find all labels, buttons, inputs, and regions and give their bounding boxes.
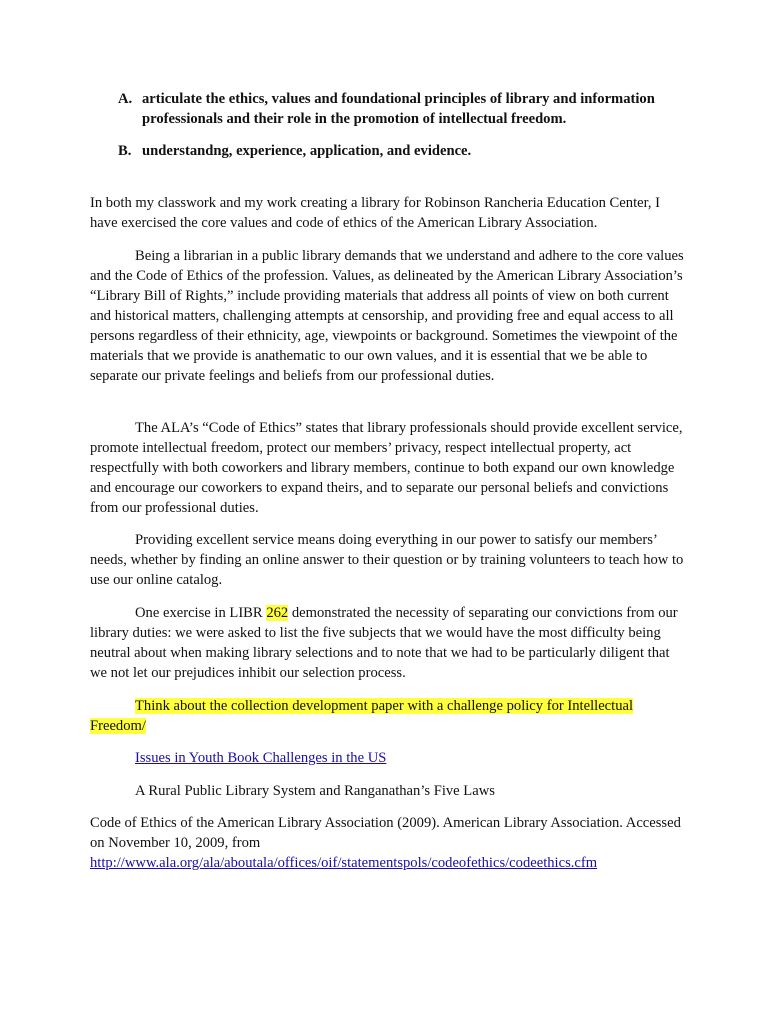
citation-text: Code of Ethics of the American Library Association (2009). American Library Association. Accessed on November 10, 2009, from [90, 815, 681, 851]
objective-a [118, 89, 698, 129]
exercise-text-after: demonstrated the necessity of separating our convictions from our library duties: we were asked to list the five subjects that we would have the most difficulty being neutral about when making library selections and to note that we had to be particularly diligent that we not let our prejudices inhibit our selection process. [90, 605, 678, 681]
youth-challenges-line [135, 748, 695, 768]
intro-paragraph: In both my classwork and my work creating a library for Robinson Rancheria Education Center, I have exercised the core values and code of ethics of the American Library Association. [90, 195, 661, 231]
exercise-paragraph [90, 603, 690, 683]
exercise-text-before: One exercise in LIBR [135, 605, 267, 621]
collection-note-highlight: Think about the collection development paper with a challenge policy for Intellectual Freedom/ [90, 698, 634, 734]
youth-challenges-link[interactable]: Issues in Youth Book Challenges in the US [135, 750, 387, 766]
objective-marker: B. [118, 143, 132, 159]
objective-text: understandng, experience, application, and evidence. [142, 143, 472, 159]
code-of-ethics-paragraph: The ALA’s “Code of Ethics” states that library professionals should provide excellent service, promote intellectual freedom, protect our members’ privacy, respect intellectual property, act respectfully with both coworkers and library members, continue to both expand our own knowledge and encourage our coworkers to expand theirs, and to separate our personal beliefs and convictions from our professional duties. [90, 420, 683, 516]
service-paragraph: Providing excellent service means doing everything in our power to satisfy our members’ needs, whether by finding an online answer to their question or by training volunteers to teach how to use our online catalog. [90, 532, 684, 588]
collection-note-paragraph [90, 696, 690, 736]
objective-text: articulate the ethics, values and foundational principles of library and information professionals and their role in the promotion of intellectual freedom. [142, 91, 655, 127]
objective-marker: A. [118, 91, 133, 107]
citation-paragraph [90, 813, 690, 873]
values-paragraph: Being a librarian in a public library demands that we understand and adhere to the core values and the Code of Ethics of the profession. Values, as delineated by the American Library Association’s “Library Bill of Rights,” include providing materials that address all points of view on both current and historical matters, challenging attempts at censorship, and providing free and equal access to all persons regardless of their ethnicity, age, viewpoints or background. Sometimes the viewpoint of the materials that we provide is anathematic to our own values, and it is essential that we be able to separate our private feelings and beliefs from our professional duties. [90, 248, 684, 384]
course-number-highlight: 262 [266, 605, 289, 621]
objective-b [118, 141, 698, 161]
rural-library-line: A Rural Public Library System and Ranganathan’s Five Laws [135, 783, 495, 799]
objectives-list [118, 89, 698, 161]
citation-link[interactable]: http://www.ala.org/ala/aboutala/offices/oif/statementspols/codeofethics/codeethics.cfm [90, 855, 598, 871]
